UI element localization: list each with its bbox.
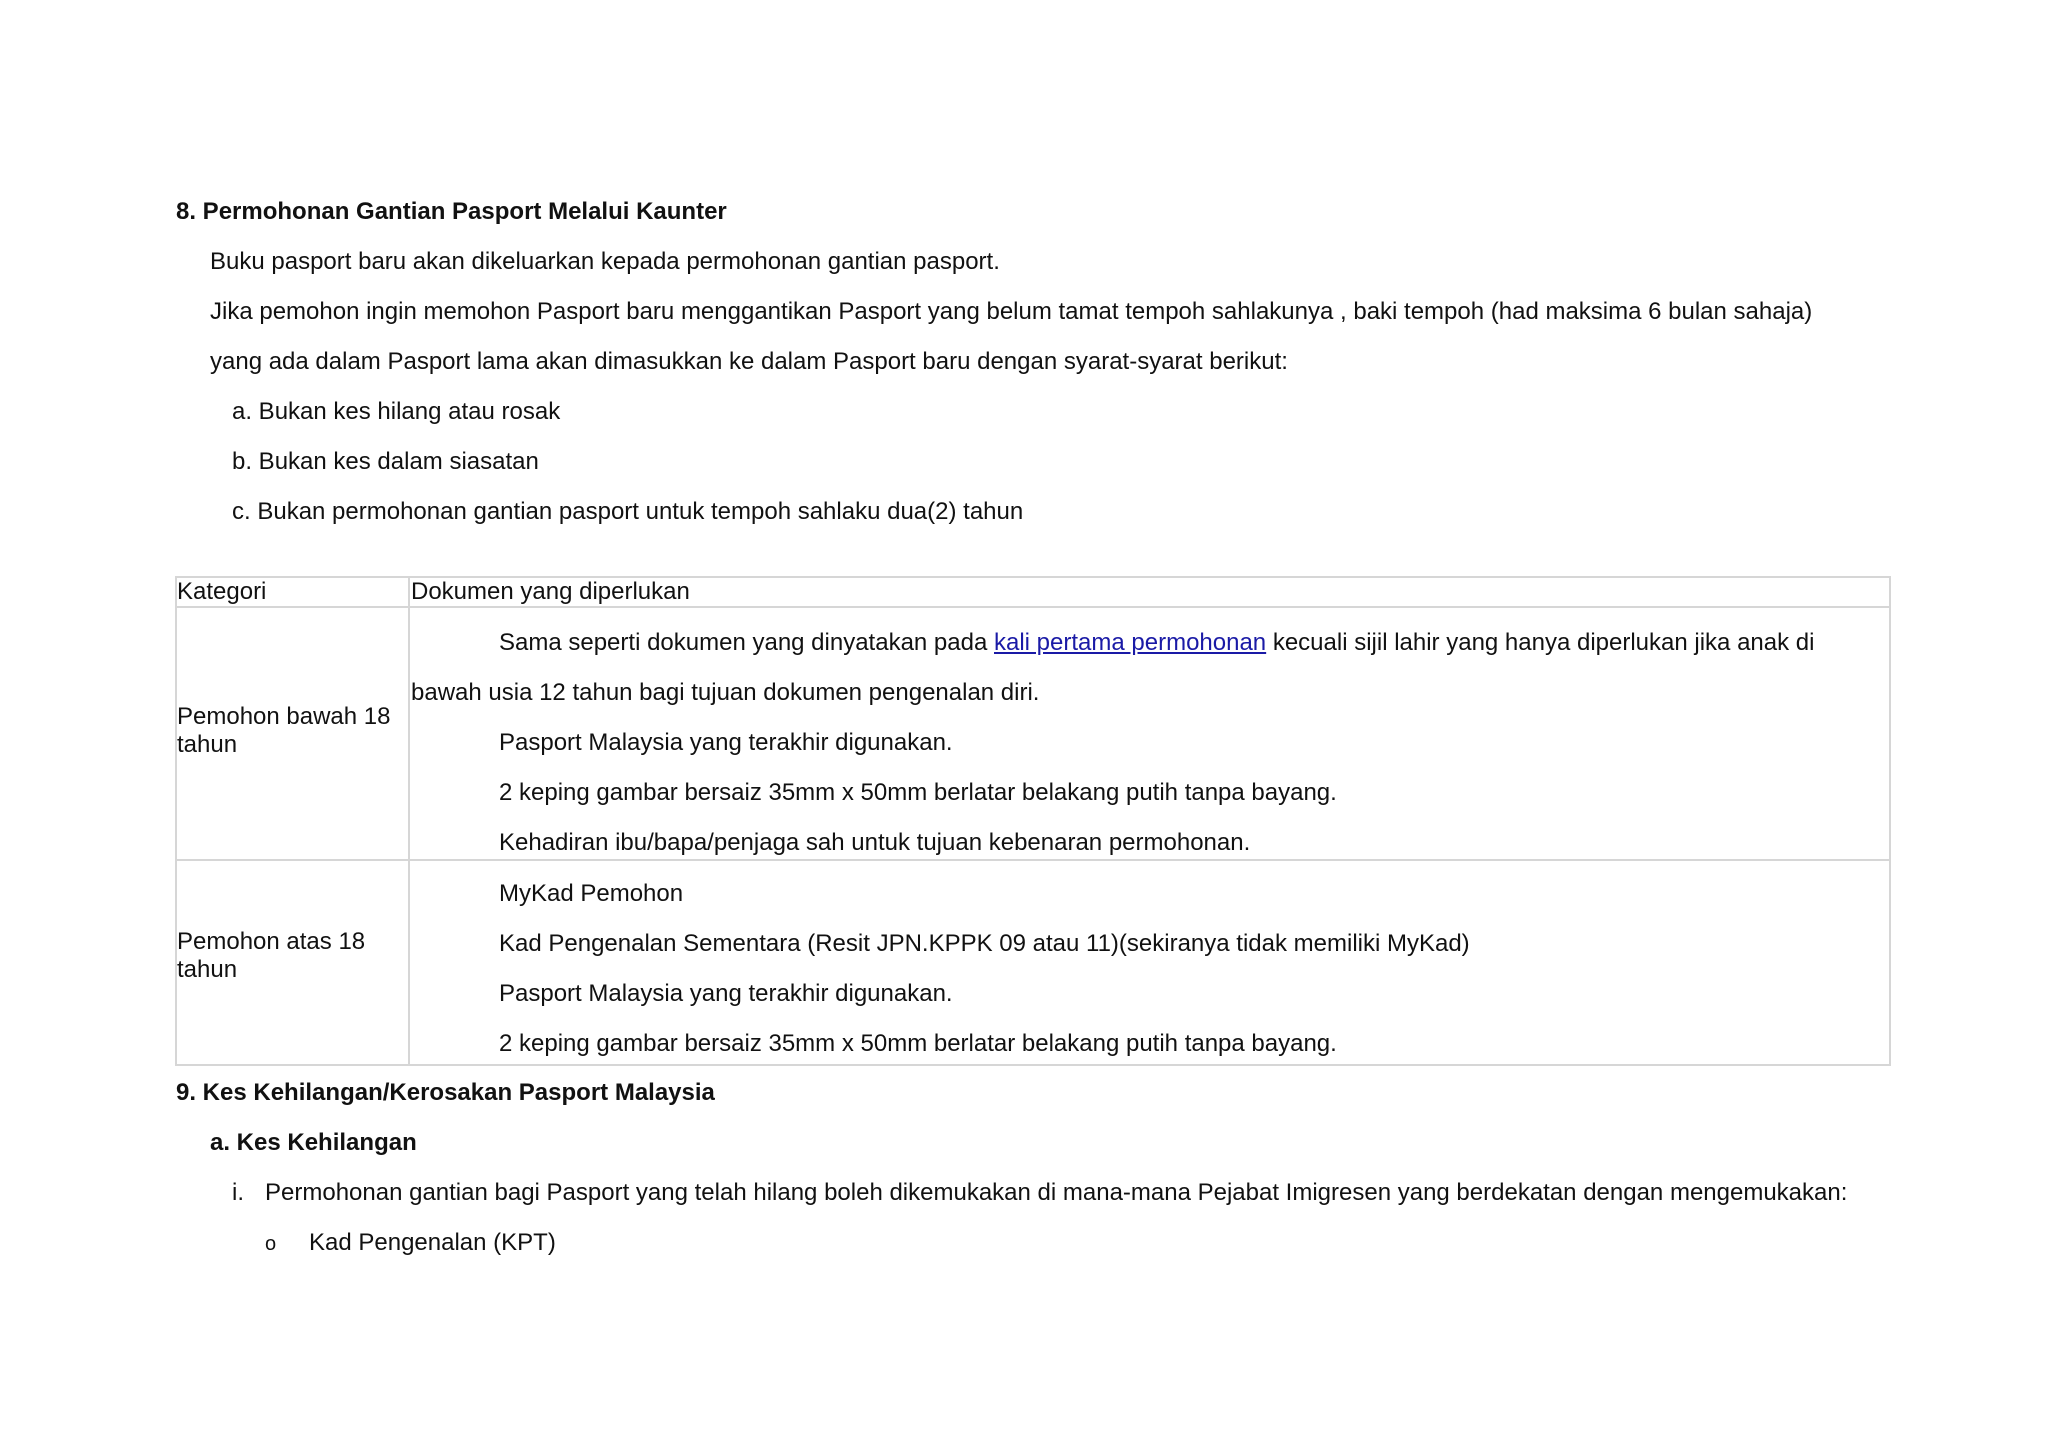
row-2-item-4: 2 keping gambar bersaiz 35mm x 50mm berlatar belakang putih tanpa bayang.	[499, 1030, 1337, 1057]
section-8-paragraph-1: Buku pasport baru akan dikeluarkan kepada permohonan gantian pasport.	[210, 248, 1000, 275]
row-1-category: Pemohon bawah 18 tahun	[177, 703, 391, 758]
section-9-item-marker: i.	[232, 1179, 244, 1206]
row-1-item-1-continued: bawah usia 12 tahun bagi tujuan dokumen pengenalan diri.	[411, 679, 1040, 706]
row-1-item-1-text-before: Sama seperti dokumen yang dinyatakan pada	[499, 629, 994, 656]
row-1-item-2: Pasport Malaysia yang terakhir digunakan.	[499, 729, 953, 756]
row-1-item-3: 2 keping gambar bersaiz 35mm x 50mm berlatar belakang putih tanpa bayang.	[499, 779, 1337, 806]
section-8-paragraph-2-line-1: Jika pemohon ingin memohon Pasport baru menggantikan Pasport yang belum tamat tempoh sahlakunya , baki tempoh (had maksima 6 bulan sahaja)	[210, 298, 1813, 325]
section-9-bullet-text: Kad Pengenalan (KPT)	[309, 1229, 556, 1256]
section-9-sub-heading: a. Kes Kehilangan	[210, 1129, 417, 1156]
table-header-documents: Dokumen yang diperlukan	[411, 578, 690, 605]
section-9-item-text: Permohonan gantian bagi Pasport yang telah hilang boleh dikemukakan di mana-mana Pejabat Imigresen yang berdekatan dengan mengemukakan:	[265, 1179, 1848, 1206]
bullet-circle-icon: o	[265, 1233, 277, 1255]
row-2-category: Pemohon atas 18 tahun	[177, 928, 366, 983]
section-8-heading: 8. Permohonan Gantian Pasport Melalui Kaunter	[176, 198, 727, 225]
row-2-item-3: Pasport Malaysia yang terakhir digunakan.	[499, 980, 953, 1007]
table-border-left	[175, 576, 177, 1066]
section-9-heading: 9. Kes Kehilangan/Kerosakan Pasport Malaysia	[176, 1079, 715, 1106]
table-border-bottom	[175, 1064, 1891, 1066]
row-1-item-1-text-after: kecuali sijil lahir yang hanya diperlukan jika anak di	[1266, 629, 1815, 656]
table-row-divider	[175, 859, 1891, 861]
row-1-item-4: Kehadiran ibu/bapa/penjaga sah untuk tujuan kebenaran permohonan.	[499, 829, 1251, 856]
section-8-paragraph-2-line-2: yang ada dalam Pasport lama akan dimasukkan ke dalam Pasport baru dengan syarat-syarat berikut:	[210, 348, 1288, 375]
row-2-item-1: MyKad Pemohon	[499, 880, 684, 907]
row-1-item-1	[499, 628, 1814, 658]
table-column-divider	[408, 576, 410, 1066]
condition-b: b. Bukan kes dalam siasatan	[232, 448, 539, 475]
documents-table	[175, 576, 1891, 1066]
condition-c: c. Bukan permohonan gantian pasport untuk tempoh sahlaku dua(2) tahun	[232, 498, 1024, 525]
kali-pertama-permohonan-link[interactable]: kali pertama permohonan	[994, 629, 1267, 656]
row-2-item-2: Kad Pengenalan Sementara (Resit JPN.KPPK 09 atau 11)(sekiranya tidak memiliki MyKad)	[499, 930, 1470, 957]
table-border-right	[1889, 576, 1891, 1066]
condition-a: a. Bukan kes hilang atau rosak	[232, 398, 561, 425]
table-header-category: Kategori	[177, 578, 267, 605]
